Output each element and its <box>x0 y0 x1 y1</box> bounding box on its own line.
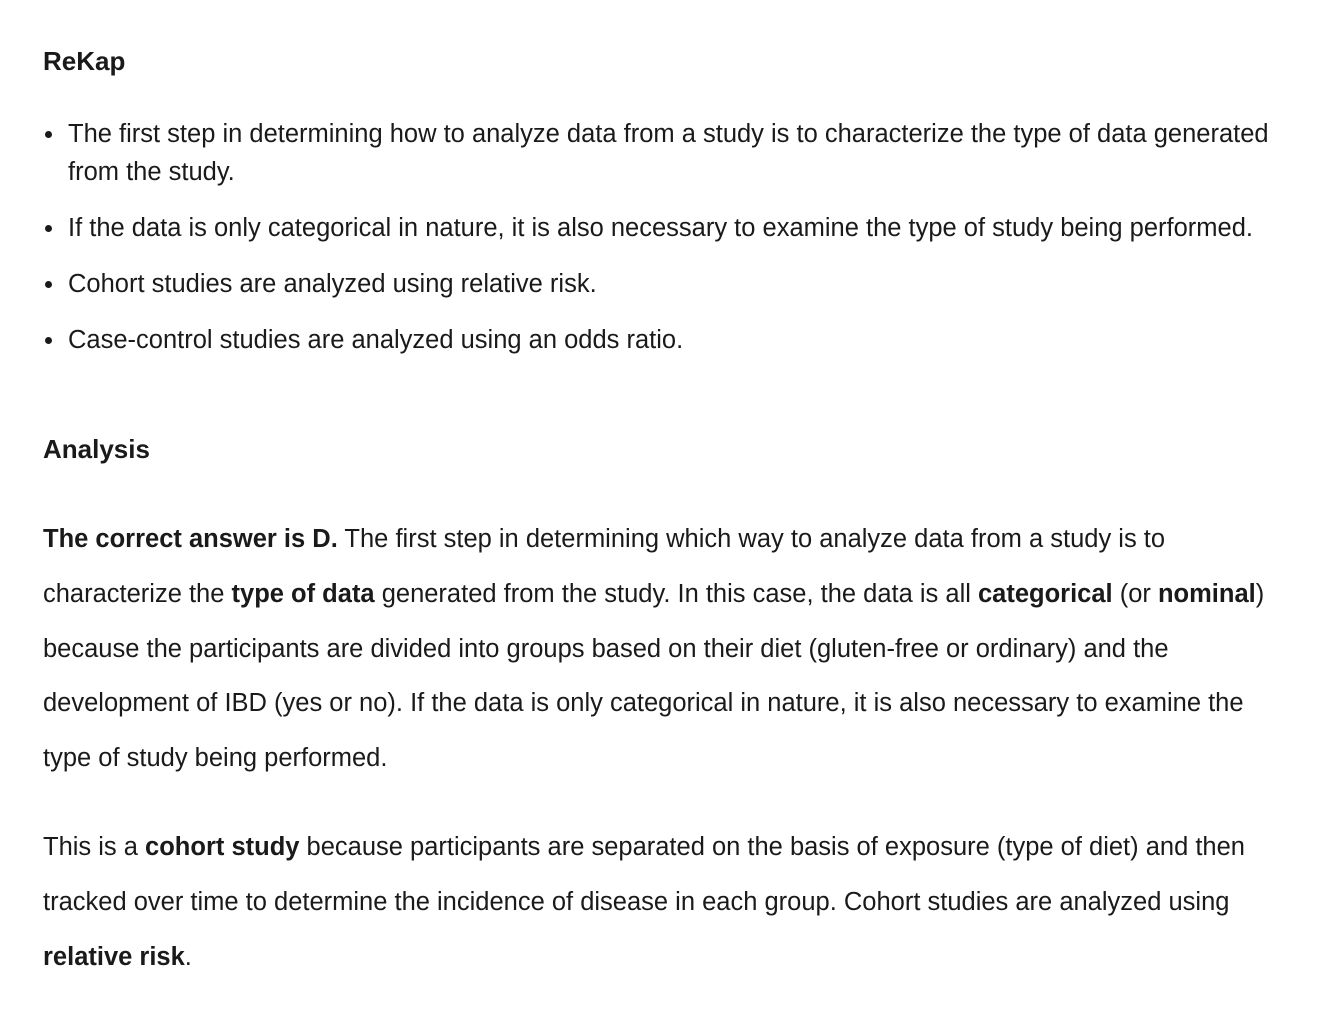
bold-term: relative risk <box>43 942 185 971</box>
paragraph-text: generated from the study. In this case, the data is all <box>374 579 978 608</box>
list-item: If the data is only categorical in nature, it is also necessary to examine the type of study being performed. <box>43 209 1293 247</box>
rekap-heading: ReKap <box>43 46 126 76</box>
rekap-bullet-list <box>43 115 1293 377</box>
bold-term: cohort study <box>145 833 300 861</box>
bold-term: categorical <box>977 579 1113 608</box>
paragraph-text: This is a <box>43 833 146 861</box>
correct-answer-statement: The correct answer is D. <box>43 525 338 553</box>
list-item: The first step in determining how to analyze data from a study is to characterize the type of data generated from the study. <box>43 115 1293 191</box>
analysis-paragraph-2 <box>43 820 1293 984</box>
list-item: Case-control studies are analyzed using an odds ratio. <box>43 321 1293 359</box>
bold-term: nominal <box>1157 579 1256 608</box>
paragraph-text: (or <box>1112 579 1158 608</box>
analysis-heading: Analysis <box>43 434 150 464</box>
list-item: Cohort studies are analyzed using relative risk. <box>43 265 1293 303</box>
paragraph-text: because participants are separated on the basis of exposure (type of diet) and then tracked over time to determine the incidence of disease in each group. Cohort studies are analyzed using <box>43 833 1245 916</box>
paragraph-text: . <box>184 942 192 971</box>
paragraph-text: The first step in determining which way to analyze data from a study is to characterize the <box>43 525 1166 608</box>
paragraph-text: ) because the participants are divided into groups based on their diet (gluten-free or ordinary) and the development of IBD (yes or no). If the data is only categorical in nature, it is also necessary to examine the type of study being performed. <box>43 579 1265 773</box>
bold-term: type of data <box>231 579 375 608</box>
analysis-paragraph-1 <box>43 512 1293 786</box>
